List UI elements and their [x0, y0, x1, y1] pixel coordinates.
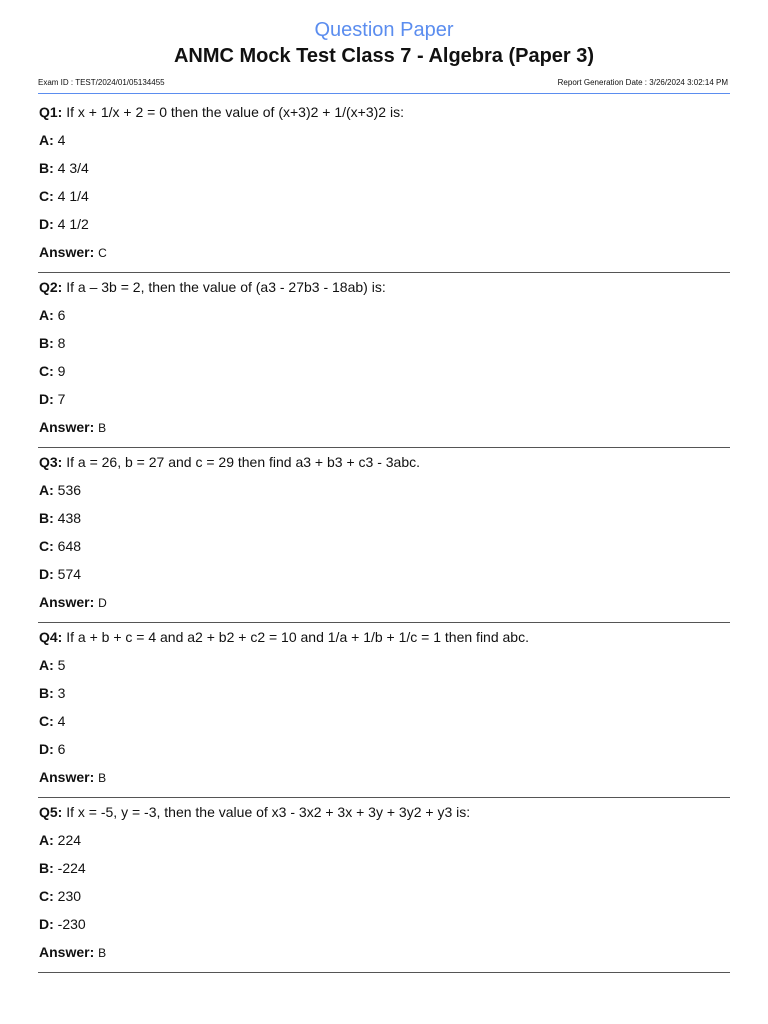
option-label: A: [39, 482, 54, 498]
report-date-label: Report Generation Date : [557, 78, 648, 87]
option-label: D: [39, 741, 54, 757]
option-value: 4 3/4 [57, 160, 89, 176]
answer-value: C [98, 246, 107, 260]
option-label: B: [39, 685, 54, 701]
option-value: 8 [57, 335, 66, 351]
option-b [39, 509, 81, 527]
answer-value: B [98, 771, 107, 785]
option-value: 7 [57, 391, 66, 407]
option-label: A: [39, 832, 54, 848]
question-body: If a – 3b = 2, then the value of (a3 - 27b3 - 18ab) is: [66, 279, 386, 295]
question-body: If x = -5, y = -3, then the value of x3 - 3x2 + 3x + 3y + 3y2 + y3 is: [66, 804, 471, 820]
option-label: A: [39, 132, 54, 148]
answer-label: Answer: [39, 594, 95, 610]
question-label: Q1: [39, 104, 63, 120]
question-text [39, 278, 386, 296]
question-label: Q4: [39, 629, 63, 645]
question-block [38, 798, 730, 973]
answer-line [39, 418, 106, 437]
option-d [39, 565, 81, 583]
option-value: 9 [57, 363, 66, 379]
option-value: 4 [57, 132, 66, 148]
option-a [39, 131, 65, 149]
question-block [38, 273, 730, 448]
question-text [39, 628, 529, 646]
option-c [39, 362, 65, 380]
document-title: ANMC Mock Test Class 7 - Algebra (Paper 3) [173, 45, 595, 67]
option-value: -224 [57, 860, 86, 876]
option-label: B: [39, 510, 54, 526]
option-label: C: [39, 538, 54, 554]
option-value: 3 [57, 685, 66, 701]
option-value: 438 [57, 510, 82, 526]
questions-list [38, 98, 730, 973]
option-b [39, 334, 65, 352]
option-label: A: [39, 657, 54, 673]
question-block [38, 448, 730, 623]
question-text [39, 803, 470, 821]
answer-value: B [98, 946, 107, 960]
option-value: 224 [57, 832, 82, 848]
option-value: 6 [57, 741, 66, 757]
option-a [39, 831, 81, 849]
option-label: C: [39, 363, 54, 379]
answer-label: Answer: [39, 944, 95, 960]
answer-label: Answer: [39, 244, 95, 260]
option-label: C: [39, 713, 54, 729]
answer-label: Answer: [39, 769, 95, 785]
option-label: B: [39, 860, 54, 876]
option-b [39, 159, 89, 177]
option-label: D: [39, 916, 54, 932]
option-label: D: [39, 216, 54, 232]
question-label: Q3: [39, 454, 63, 470]
question-label: Q2: [39, 279, 63, 295]
answer-value: D [98, 596, 107, 610]
option-value: 5 [57, 657, 66, 673]
option-a [39, 306, 65, 324]
option-label: C: [39, 888, 54, 904]
meta-bar [38, 77, 730, 94]
option-d [39, 390, 65, 408]
option-label: B: [39, 335, 54, 351]
exam-id-value: TEST/2024/01/05134455 [75, 78, 165, 87]
option-label: A: [39, 307, 54, 323]
option-c [39, 887, 81, 905]
answer-line [39, 943, 106, 962]
option-value: 6 [57, 307, 66, 323]
option-value: 574 [57, 566, 82, 582]
question-label: Q5: [39, 804, 63, 820]
option-value: 4 [57, 713, 66, 729]
answer-line [39, 593, 107, 612]
option-label: B: [39, 160, 54, 176]
answer-value: B [98, 421, 107, 435]
exam-id-label: Exam ID : [38, 78, 74, 87]
option-label: C: [39, 188, 54, 204]
option-c [39, 187, 89, 205]
option-value: 4 1/2 [57, 216, 89, 232]
question-body: If x + 1/x + 2 = 0 then the value of (x+3)2 + 1/(x+3)2 is: [66, 104, 404, 120]
option-label: D: [39, 566, 54, 582]
option-value: 536 [57, 482, 82, 498]
report-date-value: 3/26/2024 3:02:14 PM [649, 78, 728, 87]
option-value: -230 [57, 916, 86, 932]
option-value: 4 1/4 [57, 188, 89, 204]
answer-line [39, 768, 106, 787]
option-d [39, 915, 86, 933]
report-date [558, 77, 728, 89]
answer-line [39, 243, 107, 262]
exam-id [38, 77, 165, 89]
option-b [39, 859, 86, 877]
option-value: 230 [57, 888, 82, 904]
document-label: Question Paper [314, 19, 454, 41]
question-body: If a = 26, b = 27 and c = 29 then find a3 + b3 + c3 - 3abc. [66, 454, 420, 470]
question-text [39, 453, 420, 471]
option-label: D: [39, 391, 54, 407]
question-block [38, 98, 730, 273]
question-text [39, 103, 404, 121]
option-d [39, 215, 89, 233]
option-value: 648 [57, 538, 82, 554]
option-a [39, 481, 81, 499]
answer-label: Answer: [39, 419, 95, 435]
option-a [39, 656, 65, 674]
option-b [39, 684, 65, 702]
question-block [38, 623, 730, 798]
option-d [39, 740, 65, 758]
question-body: If a + b + c = 4 and a2 + b2 + c2 = 10 and 1/a + 1/b + 1/c = 1 then find abc. [66, 629, 529, 645]
document-header [0, 0, 768, 68]
option-c [39, 712, 65, 730]
option-c [39, 537, 81, 555]
